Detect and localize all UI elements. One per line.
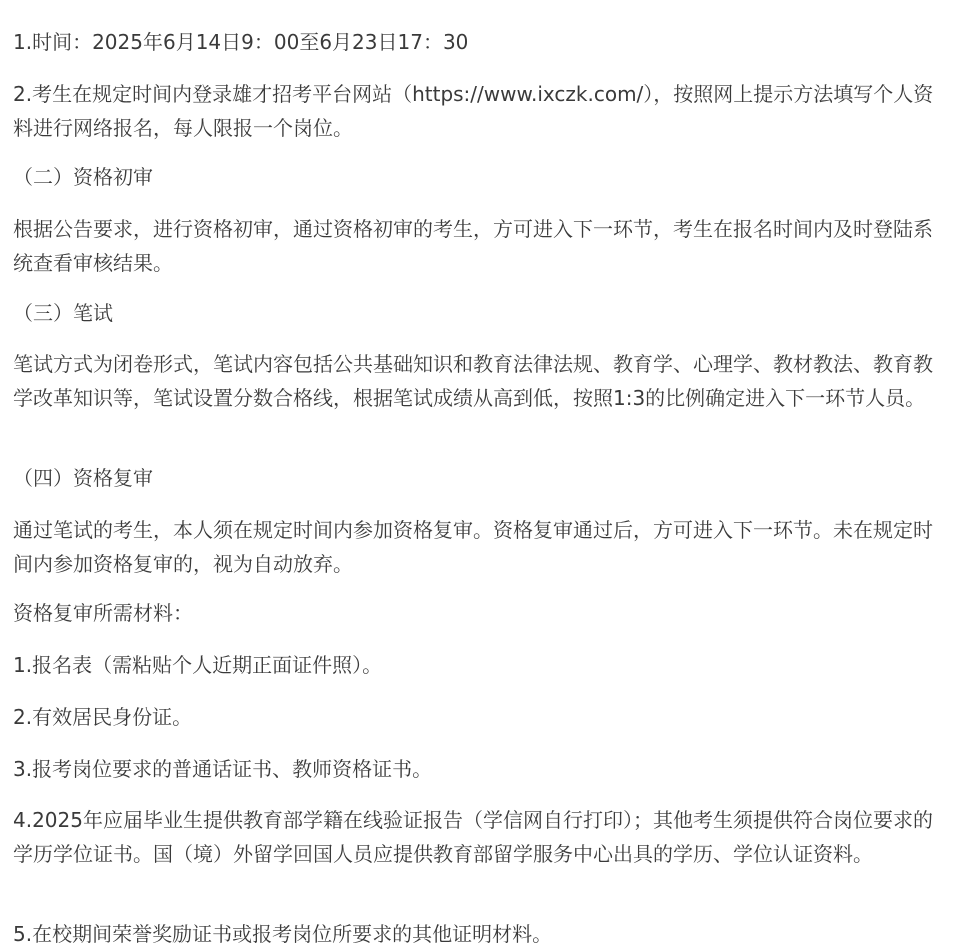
initial-review-text: 根据公告要求，进行资格初审，通过资格初审的考生，方可进入下一环节，考生在报名时间内及时登陆系统查看审核结果。 — [13, 217, 933, 275]
material-item-2: 2.有效居民身份证。 — [13, 705, 193, 729]
section-heading-written-exam: （三）笔试 — [13, 301, 113, 325]
registration-time: 1.时间：2025年6月14日9：00至6月23日17：30 — [13, 30, 469, 54]
materials-heading: 资格复审所需材料： — [13, 601, 193, 625]
material-item-5: 5.在校期间荣誉奖励证书或报考岗位所要求的其他证明材料。 — [13, 922, 553, 946]
material-item-4: 4.2025年应届毕业生提供教育部学籍在线验证报告（学信网自行打印）；其他考生须提供符合岗位要求的学历学位证书。国（境）外留学回国人员应提供教育部留学服务中心出具的学历、学位认证资料。 — [13, 808, 933, 866]
material-item-3: 3.报考岗位要求的普通话证书、教师资格证书。 — [13, 757, 433, 781]
section-heading-requalification: （四）资格复审 — [13, 466, 153, 490]
section-heading-initial-review: （二）资格初审 — [13, 165, 153, 189]
registration-method: 2.考生在规定时间内登录雄才招考平台网站（https://www.ixczk.com/），按照网上提示方法填写个人资料进行网络报名，每人限报一个岗位。 — [13, 82, 934, 140]
written-exam-text: 笔试方式为闭卷形式，笔试内容包括公共基础知识和教育法律法规、教育学、心理学、教材教法、教育教学改革知识等，笔试设置分数合格线，根据笔试成绩从高到低，按照1:3的比例确定进入下一环节人员。 — [13, 352, 933, 410]
material-item-1: 1.报名表（需粘贴个人近期正面证件照）。 — [13, 653, 383, 677]
requalification-text: 通过笔试的考生，本人须在规定时间内参加资格复审。资格复审通过后，方可进入下一环节。未在规定时间内参加资格复审的，视为自动放弃。 — [13, 518, 933, 576]
